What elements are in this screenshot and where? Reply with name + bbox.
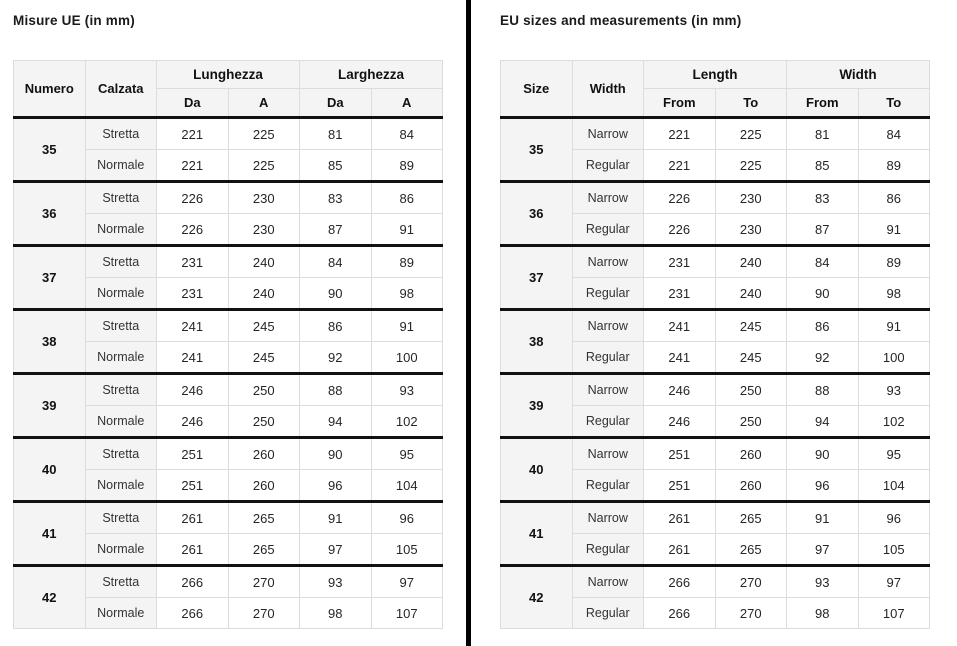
value-cell: 265 bbox=[228, 534, 300, 566]
value-cell: 92 bbox=[787, 342, 859, 374]
value-cell: 89 bbox=[858, 246, 930, 278]
value-cell: 260 bbox=[228, 470, 300, 502]
size-cell: 39 bbox=[14, 374, 86, 438]
table-row bbox=[501, 438, 930, 470]
value-cell: 270 bbox=[228, 598, 300, 629]
value-cell: 93 bbox=[371, 374, 443, 406]
table-row bbox=[501, 502, 930, 534]
value-cell: 250 bbox=[228, 406, 300, 438]
value-cell: 94 bbox=[787, 406, 859, 438]
table-row bbox=[14, 438, 443, 470]
value-cell: 241 bbox=[644, 310, 716, 342]
value-cell: 98 bbox=[300, 598, 372, 629]
value-cell: 85 bbox=[300, 150, 372, 182]
value-cell: 226 bbox=[644, 214, 716, 246]
value-cell: 84 bbox=[371, 118, 443, 150]
value-cell: 230 bbox=[228, 214, 300, 246]
fit-cell: Regular bbox=[572, 598, 644, 629]
value-cell: 230 bbox=[228, 182, 300, 214]
value-cell: 245 bbox=[715, 342, 787, 374]
value-cell: 97 bbox=[371, 566, 443, 598]
panel-misure-ue bbox=[13, 13, 443, 629]
fit-cell: Narrow bbox=[572, 246, 644, 278]
value-cell: 98 bbox=[787, 598, 859, 629]
table-row bbox=[14, 502, 443, 534]
width-group-header: Larghezza bbox=[300, 61, 443, 89]
fit-cell: Regular bbox=[572, 278, 644, 310]
size-cell: 39 bbox=[501, 374, 573, 438]
table-row bbox=[501, 118, 930, 150]
size-cell: 41 bbox=[501, 502, 573, 566]
length-group-header: Length bbox=[644, 61, 787, 89]
value-cell: 86 bbox=[858, 182, 930, 214]
fit-cell: Normale bbox=[85, 406, 157, 438]
value-cell: 260 bbox=[228, 438, 300, 470]
value-cell: 91 bbox=[858, 310, 930, 342]
panel-title-en: EU sizes and measurements (in mm) bbox=[500, 13, 742, 28]
value-cell: 231 bbox=[157, 246, 229, 278]
fit-cell: Normale bbox=[85, 598, 157, 629]
fit-cell: Regular bbox=[572, 470, 644, 502]
fit-cell: Normale bbox=[85, 214, 157, 246]
value-cell: 92 bbox=[300, 342, 372, 374]
value-cell: 96 bbox=[371, 502, 443, 534]
value-cell: 91 bbox=[371, 214, 443, 246]
fit-cell: Narrow bbox=[572, 438, 644, 470]
value-cell: 107 bbox=[371, 598, 443, 629]
fit-cell: Regular bbox=[572, 214, 644, 246]
value-cell: 265 bbox=[715, 502, 787, 534]
value-cell: 241 bbox=[157, 310, 229, 342]
fit-cell: Narrow bbox=[572, 374, 644, 406]
value-cell: 225 bbox=[228, 118, 300, 150]
table-row bbox=[14, 118, 443, 150]
value-cell: 246 bbox=[157, 374, 229, 406]
value-cell: 240 bbox=[228, 246, 300, 278]
value-cell: 87 bbox=[787, 214, 859, 246]
fit-cell: Stretta bbox=[85, 502, 157, 534]
table-row bbox=[14, 182, 443, 214]
fit-cell: Narrow bbox=[572, 566, 644, 598]
value-cell: 81 bbox=[300, 118, 372, 150]
value-cell: 100 bbox=[371, 342, 443, 374]
fit-cell: Stretta bbox=[85, 118, 157, 150]
value-cell: 84 bbox=[300, 246, 372, 278]
value-cell: 221 bbox=[157, 118, 229, 150]
table-row bbox=[501, 246, 930, 278]
value-cell: 261 bbox=[157, 534, 229, 566]
fit-cell: Regular bbox=[572, 342, 644, 374]
value-cell: 81 bbox=[787, 118, 859, 150]
value-cell: 105 bbox=[858, 534, 930, 566]
value-cell: 105 bbox=[371, 534, 443, 566]
value-cell: 226 bbox=[157, 214, 229, 246]
fit-cell: Stretta bbox=[85, 438, 157, 470]
value-cell: 230 bbox=[715, 214, 787, 246]
fit-cell: Normale bbox=[85, 150, 157, 182]
table-row bbox=[14, 246, 443, 278]
fit-cell: Normale bbox=[85, 342, 157, 374]
value-cell: 270 bbox=[715, 598, 787, 629]
size-table-it bbox=[13, 60, 443, 629]
size-cell: 37 bbox=[14, 246, 86, 310]
value-cell: 240 bbox=[228, 278, 300, 310]
value-cell: 91 bbox=[300, 502, 372, 534]
table-row bbox=[14, 310, 443, 342]
value-cell: 250 bbox=[715, 374, 787, 406]
value-cell: 90 bbox=[787, 438, 859, 470]
value-cell: 270 bbox=[228, 566, 300, 598]
value-cell: 93 bbox=[787, 566, 859, 598]
value-cell: 84 bbox=[787, 246, 859, 278]
value-cell: 86 bbox=[371, 182, 443, 214]
value-cell: 104 bbox=[371, 470, 443, 502]
value-cell: 265 bbox=[228, 502, 300, 534]
value-cell: 245 bbox=[228, 310, 300, 342]
value-cell: 94 bbox=[300, 406, 372, 438]
sub-header: From bbox=[644, 89, 716, 118]
fit-cell: Narrow bbox=[572, 182, 644, 214]
value-cell: 225 bbox=[715, 118, 787, 150]
fit-cell: Stretta bbox=[85, 310, 157, 342]
fit-cell: Narrow bbox=[572, 310, 644, 342]
value-cell: 240 bbox=[715, 246, 787, 278]
value-cell: 98 bbox=[371, 278, 443, 310]
value-cell: 261 bbox=[644, 534, 716, 566]
value-cell: 231 bbox=[157, 278, 229, 310]
value-cell: 91 bbox=[858, 214, 930, 246]
sub-header: From bbox=[787, 89, 859, 118]
sub-header: To bbox=[858, 89, 930, 118]
value-cell: 251 bbox=[644, 438, 716, 470]
value-cell: 83 bbox=[300, 182, 372, 214]
value-cell: 260 bbox=[715, 438, 787, 470]
value-cell: 221 bbox=[157, 150, 229, 182]
size-cell: 36 bbox=[501, 182, 573, 246]
value-cell: 91 bbox=[787, 502, 859, 534]
value-cell: 85 bbox=[787, 150, 859, 182]
value-cell: 241 bbox=[644, 342, 716, 374]
size-cell: 38 bbox=[14, 310, 86, 374]
value-cell: 266 bbox=[157, 566, 229, 598]
sub-header: A bbox=[371, 89, 443, 118]
size-cell: 36 bbox=[14, 182, 86, 246]
value-cell: 89 bbox=[371, 246, 443, 278]
value-cell: 250 bbox=[228, 374, 300, 406]
value-cell: 266 bbox=[157, 598, 229, 629]
fit-cell: Stretta bbox=[85, 246, 157, 278]
value-cell: 93 bbox=[300, 566, 372, 598]
value-cell: 246 bbox=[644, 406, 716, 438]
table-row bbox=[501, 182, 930, 214]
value-cell: 270 bbox=[715, 566, 787, 598]
value-cell: 231 bbox=[644, 278, 716, 310]
value-cell: 231 bbox=[644, 246, 716, 278]
fit-cell: Normale bbox=[85, 470, 157, 502]
value-cell: 89 bbox=[371, 150, 443, 182]
fit-cell: Normale bbox=[85, 534, 157, 566]
value-cell: 104 bbox=[858, 470, 930, 502]
fit-cell: Narrow bbox=[572, 502, 644, 534]
value-cell: 230 bbox=[715, 182, 787, 214]
panel-eu-sizes bbox=[500, 13, 930, 629]
value-cell: 251 bbox=[157, 438, 229, 470]
value-cell: 102 bbox=[858, 406, 930, 438]
value-cell: 95 bbox=[858, 438, 930, 470]
value-cell: 107 bbox=[858, 598, 930, 629]
size-cell: 38 bbox=[501, 310, 573, 374]
fit-column-header: Width bbox=[572, 61, 644, 118]
value-cell: 221 bbox=[644, 150, 716, 182]
length-group-header: Lunghezza bbox=[157, 61, 300, 89]
value-cell: 245 bbox=[228, 342, 300, 374]
value-cell: 84 bbox=[858, 118, 930, 150]
value-cell: 102 bbox=[371, 406, 443, 438]
value-cell: 251 bbox=[644, 470, 716, 502]
value-cell: 96 bbox=[787, 470, 859, 502]
sub-header: A bbox=[228, 89, 300, 118]
size-cell: 40 bbox=[14, 438, 86, 502]
value-cell: 226 bbox=[644, 182, 716, 214]
value-cell: 97 bbox=[858, 566, 930, 598]
size-cell: 42 bbox=[14, 566, 86, 629]
value-cell: 225 bbox=[715, 150, 787, 182]
sub-header: Da bbox=[300, 89, 372, 118]
value-cell: 261 bbox=[644, 502, 716, 534]
size-cell: 37 bbox=[501, 246, 573, 310]
value-cell: 225 bbox=[228, 150, 300, 182]
value-cell: 90 bbox=[300, 278, 372, 310]
value-cell: 88 bbox=[300, 374, 372, 406]
value-cell: 226 bbox=[157, 182, 229, 214]
value-cell: 246 bbox=[157, 406, 229, 438]
table-row bbox=[501, 566, 930, 598]
value-cell: 251 bbox=[157, 470, 229, 502]
size-cell: 35 bbox=[14, 118, 86, 182]
value-cell: 100 bbox=[858, 342, 930, 374]
vertical-divider bbox=[466, 0, 471, 646]
value-cell: 96 bbox=[858, 502, 930, 534]
width-group-header: Width bbox=[787, 61, 930, 89]
table-row bbox=[501, 310, 930, 342]
fit-cell: Normale bbox=[85, 278, 157, 310]
panel-title-it: Misure UE (in mm) bbox=[13, 13, 135, 28]
fit-cell: Narrow bbox=[572, 118, 644, 150]
value-cell: 97 bbox=[787, 534, 859, 566]
fit-column-header: Calzata bbox=[85, 61, 157, 118]
fit-cell: Regular bbox=[572, 406, 644, 438]
value-cell: 246 bbox=[644, 374, 716, 406]
value-cell: 221 bbox=[644, 118, 716, 150]
value-cell: 95 bbox=[371, 438, 443, 470]
value-cell: 86 bbox=[300, 310, 372, 342]
value-cell: 261 bbox=[157, 502, 229, 534]
value-cell: 98 bbox=[858, 278, 930, 310]
value-cell: 245 bbox=[715, 310, 787, 342]
size-column-header: Size bbox=[501, 61, 573, 118]
value-cell: 241 bbox=[157, 342, 229, 374]
fit-cell: Regular bbox=[572, 534, 644, 566]
value-cell: 240 bbox=[715, 278, 787, 310]
value-cell: 90 bbox=[300, 438, 372, 470]
size-cell: 42 bbox=[501, 566, 573, 629]
value-cell: 97 bbox=[300, 534, 372, 566]
value-cell: 88 bbox=[787, 374, 859, 406]
sub-header: Da bbox=[157, 89, 229, 118]
value-cell: 96 bbox=[300, 470, 372, 502]
size-cell: 35 bbox=[501, 118, 573, 182]
value-cell: 250 bbox=[715, 406, 787, 438]
size-cell: 41 bbox=[14, 502, 86, 566]
value-cell: 83 bbox=[787, 182, 859, 214]
size-table-en bbox=[500, 60, 930, 629]
value-cell: 91 bbox=[371, 310, 443, 342]
value-cell: 265 bbox=[715, 534, 787, 566]
fit-cell: Regular bbox=[572, 150, 644, 182]
table-row bbox=[14, 374, 443, 406]
size-column-header: Numero bbox=[14, 61, 86, 118]
fit-cell: Stretta bbox=[85, 182, 157, 214]
value-cell: 260 bbox=[715, 470, 787, 502]
fit-cell: Stretta bbox=[85, 566, 157, 598]
value-cell: 93 bbox=[858, 374, 930, 406]
table-row bbox=[14, 566, 443, 598]
value-cell: 87 bbox=[300, 214, 372, 246]
size-cell: 40 bbox=[501, 438, 573, 502]
value-cell: 266 bbox=[644, 598, 716, 629]
value-cell: 90 bbox=[787, 278, 859, 310]
value-cell: 266 bbox=[644, 566, 716, 598]
sub-header: To bbox=[715, 89, 787, 118]
value-cell: 86 bbox=[787, 310, 859, 342]
value-cell: 89 bbox=[858, 150, 930, 182]
fit-cell: Stretta bbox=[85, 374, 157, 406]
table-row bbox=[501, 374, 930, 406]
